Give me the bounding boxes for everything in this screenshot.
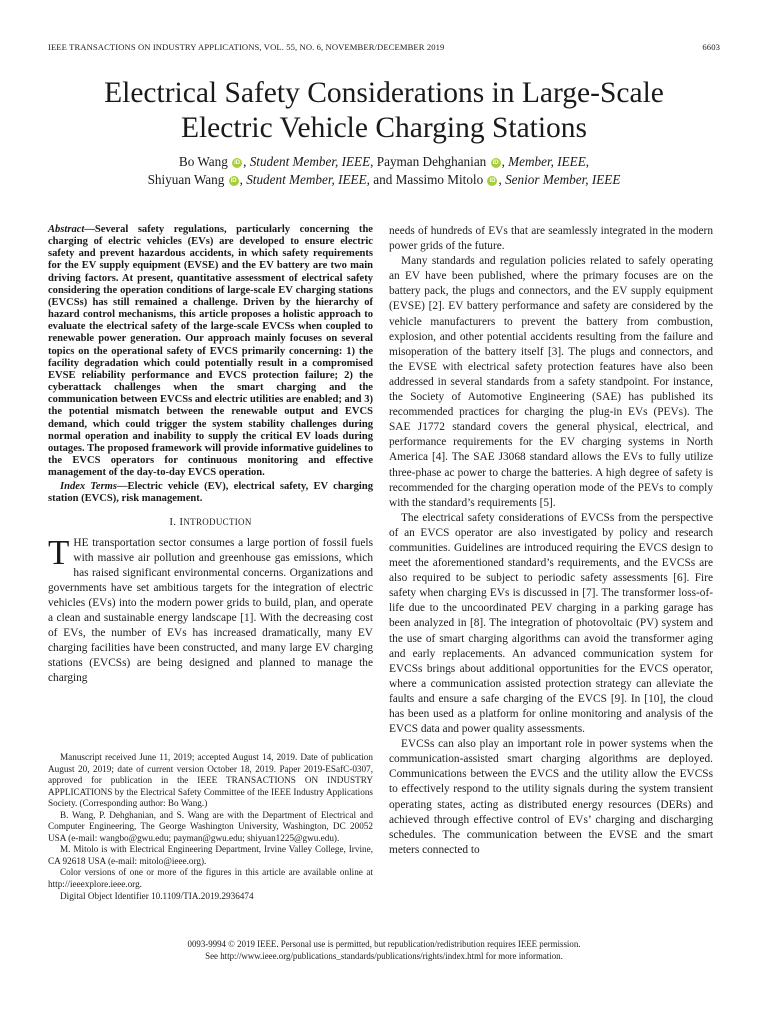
author-name: Bo Wang [178, 154, 228, 169]
title-line-1: Electrical Safety Considerations in Large-Scale [104, 77, 664, 109]
author-line-2: Shiyuan Wang iD , Student Member, IEEE, and Massimo Mitolo iD , Senior Member, IEEE [147, 172, 621, 187]
title-line-2: Electric Vehicle Charging Stations [180, 112, 588, 144]
author-role: Student Member, IEEE [246, 172, 367, 187]
body-paragraph: Many standards and regulation policies related to safely operating an EV have been published, where the primary focuses are on the battery pack, the plugs and connectors, and the EV supply equipment (EVSE) [2]. EV battery performance and safety are considered by the vehicle manufacturers to prevent the battery from combustion, explosion, and other potential accidents resulting from the failure and misoperation of the battery itself [3]. The plugs and connectors, and the EVSE with electrical safety protection features have also been addressed in several standards from a safety standpoint. For instance, the Society of Automotive Engineering (SAE) has published its recommended practices for charging the plug-in EVs (PEVs). The SAE J1772 standard covers the general physical, electrical, and performance requirements for the EV charging systems in North America [4]. The SAE J3068 standard allows the EVs to fully utilize three-phase ac power to charge the batteries. A high degree of safety is recommended for the charging operation mode of the PEVs to comply with the standard’s requirements [5]. [389, 255, 713, 509]
drop-cap: T [48, 532, 70, 572]
author-name: Payman Dehghanian [376, 154, 487, 169]
page-number: 6603 [702, 42, 720, 52]
abstract-text: —Several safety regulations, particularly concerning the charging of electric vehicles (EVs) are developed to ensure electric safety and prevent hazardous accidents, in which safety requirements for the EV supply equipment (EVSE) and the EV battery are two main driving factors. At present, quantitative assessment of electrical safety considering the operation conditions of large-scale EV charging stations (EVCSs) has still remained a challenge. Driven by the hierarchy of hazard control mechanisms, this article proposes a holistic approach to evaluate the electrical safety of the large-scale EVCSs when coupled to renewable power generation. Our approach mainly focuses on several topics on the operational safety of EVCS primarily concerning: 1) the facility degradation which could potentially result in a compromised EVSE reliability performance and EVCS protection failure; 2) the cyberattack challenges when the smart charging and the communication between EVCSs and electric utilities are enabled; and 3) the potential mismatch between the renewable output and EVCS demand, which could trigger the system stability challenges during normal operation and inability to supply the critical EV loads during outages. The proposed framework will provide informative guidelines to the EVCS operators for continuous monitoring and effective management of the day-to-day EVCS operation. [48, 224, 373, 479]
section-heading-introduction: I. INTRODUCTION [169, 515, 252, 528]
footnotes [48, 752, 373, 902]
author-line-1: Bo Wang iD , Student Member, IEEE, Payman Dehghanian iD , Member, IEEE, [178, 154, 590, 169]
author-name: Shiyuan Wang [147, 172, 225, 187]
author-list [40, 153, 728, 189]
footnote-affiliation-ivc: M. Mitolo is with Electrical Engineering Department, Irvine Valley College, Irvine, CA 92618 USA (e-mail: mitolo@ieee.org). [48, 844, 373, 866]
abstract [48, 224, 373, 479]
orcid-icon[interactable]: iD [230, 178, 237, 184]
abstract-label: Abstract [48, 224, 85, 235]
copyright-line-2: See http://www.ieee.org/publications_standards/publications/rights/index.html for more information. [205, 950, 563, 961]
right-column [389, 224, 713, 858]
author-role: Senior Member, IEEE [505, 172, 621, 187]
body-paragraph: EVCSs can also play an important role in power systems when the communication-assisted smart charging algorithms are deployed. Communications between the EVCS and the utility allow the EVCSs to effectively respond to the utility signals during the system transient operating states, acting as distributed energy resources (DERs) and achieved through effective control of EVs’ charging and discharging schedules. The communication between the EVSE and the smart meters connected to [389, 738, 713, 856]
journal-name: IEEE TRANSACTIONS ON INDUSTRY APPLICATIONS, VOL. 55, NO. 6, NOVEMBER/DECEMBER 2019 [48, 42, 445, 52]
author-role: Student Member, IEEE [249, 154, 371, 169]
footnote-color-versions: Color versions of one or more of the figures in this article are available online at http://ieeexplore.ieee.org. [48, 867, 373, 890]
intro-paragraph: THE transportation sector consumes a large portion of fossil fuels with massive air pollution and greenhouse gas emissions, which has raised significant environmental concerns. Organizations and governments have set ambitious targets for the integration of electric vehicles (EVs) into the modern power grids to build, plan, and operate a clean and sustainable energy landscape [1]. With the decreasing cost of EVs, the number of EVs has increased dramatically, many EV charging facilities have been constructed, and many large EV charging stations (EVCSs) are being designed and planned to manage the charging [48, 532, 373, 685]
body-paragraph: The electrical safety considerations of EVCSs from the perspective of an EVCS operator are also investigated by policy and research communities. Guidelines are introduced requiring the EVCS design to meet the aforementioned standard’s requirements, and the EVCSs are also required to be subject to periodic safety assessments [6]. Fire safety when charging EVs is discussed in [7]. The transformer loss-of-life due to the uncoordinated PEV charging in a parking garage has been analyzed in [8]. The integration of photovoltaic (PV) system and the use of smart charging algorithms can avoid the transformer aging and early replacements. An advanced communication system for EVCSs brings about additional opportunities for the EVCS operator, where a communication assisted protection strategy can alleviate the faults and ensure a safe charging of the EVCS [9]. In [10], the cloud has been used as a platform for online monitoring and analysis of the EVCS data and power quality assessments. [389, 511, 713, 736]
footnote-manuscript: Manuscript received June 11, 2019; accepted August 14, 2019. Date of publication August 20, 2019; date of current version October 18, 2019. Paper 2019-ESafC-0307, approved for publication in the IEEE TRANSACTIONS ON INDUSTRY APPLICATIONS by the Electrical Safety Committee of the IEEE Industry Applications Society. (Corresponding author: Bo Wang.) [48, 752, 373, 809]
orcid-icon[interactable]: iD [234, 160, 241, 166]
index-terms-label: Index Terms [60, 481, 117, 493]
orcid-icon[interactable]: iD [489, 178, 496, 184]
author-role: Member, IEEE [508, 154, 586, 169]
index-terms-text: —Electric vehicle (EV), electrical safety, EV charging station (EVCS), risk management. [48, 481, 373, 505]
copyright-notice [40, 939, 728, 962]
author-name: Massimo Mitolo [395, 172, 484, 187]
copyright-line-1: 0093-9994 © 2019 IEEE. Personal use is permitted, but republication/redistribution requires IEEE permission. [187, 939, 581, 949]
orcid-icon[interactable]: iD [492, 160, 499, 166]
footnote-affiliation-gwu: B. Wang, P. Dehghanian, and S. Wang are with the Department of Electrical and Computer Engineering, The George Washington University, Washington, DC 20052 USA (e-mail: wangbo@gwu.edu; payman@gwu.edu; shiyuan1225@gwu.edu). [48, 809, 373, 843]
author-conjunction: and [373, 172, 393, 187]
running-header [48, 42, 720, 54]
body-paragraph: needs of hundreds of EVs that are seamlessly integrated in the modern power grids of the future. [389, 225, 713, 253]
index-terms [48, 481, 373, 505]
left-column [48, 224, 373, 687]
footnote-doi: Digital Object Identifier 10.1109/TIA.2019.2936474 [60, 890, 254, 901]
paper-title [40, 76, 728, 146]
